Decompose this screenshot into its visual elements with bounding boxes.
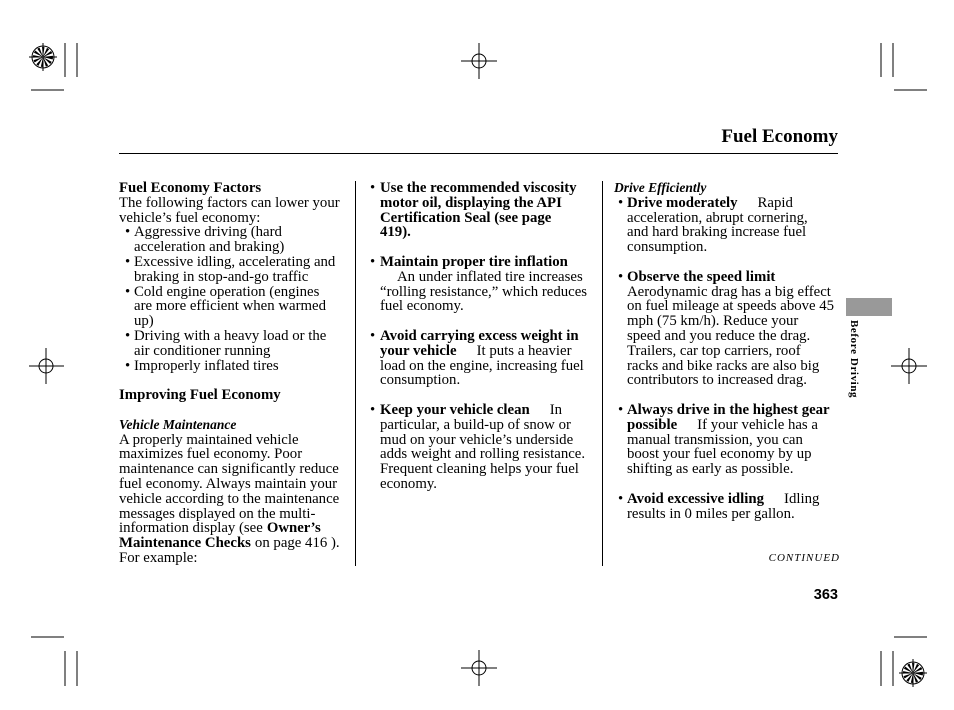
cross-reference-title: Maintenance Checks [119,535,251,552]
continued-label: CONTINUED [768,552,840,564]
tip-heading: 419). [380,224,411,241]
text-line [119,536,351,551]
text-line: load on the engine, increasing fuel [380,357,584,374]
registration-circle [472,54,486,68]
text-line: acceleration and braking) [134,239,285,256]
text-line [370,403,598,418]
text-line: Frequent cleaning helps your fuel [380,461,579,478]
text-fragment: Idling [784,490,820,507]
starburst-mark-bottom-right [899,659,927,687]
text-line: adds weight and rolling resistance. [380,446,586,463]
tip-heading: your vehicle [380,342,457,359]
registration-mark-bottom [461,650,497,686]
text-line [119,521,351,536]
registration-circle [39,359,53,373]
bullet: • [370,401,376,418]
text-line: braking in stop-and-go traffic [134,268,309,285]
tip-heading: Observe the speed limit [627,268,776,285]
section-tab-label: Before Driving [848,320,860,399]
text-line: speed and you reduce the drag. [627,327,811,344]
column-divider [355,181,356,566]
tip-item [370,403,598,492]
text-line: Trailers, car top carriers, roof [627,342,801,359]
list-item [119,285,351,329]
title-rule [119,153,838,154]
tip-heading: motor oil, displaying the API [380,194,562,211]
text-fragment: information display (see [119,520,263,537]
tip-heading: Always drive in the highest gear [627,401,830,418]
tip-item [370,255,598,314]
text-line: mud on your vehicle’s underside [380,431,574,448]
column-divider [602,181,603,566]
list-item [119,255,351,285]
text-line: economy. [380,475,437,492]
column-middle [370,181,598,492]
text-line: messages displayed on the multi- [119,505,316,522]
text-line: manual transmission, you can [627,431,803,448]
subsection-heading: Vehicle Maintenance [119,416,237,432]
text-line: air conditioner running [134,342,271,359]
text-line: fuel economy. Always maintain your [119,475,338,492]
text-fragment: on page 416 ). [254,535,340,552]
registration-circle [902,359,916,373]
text-line: An under inflated tire increases [397,268,583,285]
text-fragment: It puts a heavier [476,342,572,359]
text-line [614,492,842,507]
list-item [119,359,351,374]
tip-heading: Maintain proper tire inflation [380,253,568,270]
text-line: mph (75 km/h). Reduce your [627,313,799,330]
text-line: maximizes fuel economy. Poor [119,446,303,463]
bullet: • [370,180,376,196]
text-line [614,196,842,211]
tip-item [614,492,842,522]
registration-mark-top [461,43,497,79]
tip-item [370,181,598,240]
text-line: acceleration, abrupt cornering, [627,209,808,226]
bullet: • [618,194,624,211]
text-line: fuel economy. [380,298,464,315]
text-fragment: Rapid [757,194,793,211]
tip-heading: Drive moderately [627,194,738,211]
section-heading: Fuel Economy Factors [119,180,262,196]
text-fragment: If your vehicle has a [697,416,818,433]
text-line: particular, a build-up of snow or [380,416,571,433]
text-line: Excessive idling, accelerating and [134,253,336,270]
section-tab [846,298,892,316]
text-line: Driving with a heavy load or the [134,327,327,344]
text-line: Aerodynamic drag has a big effect [627,283,831,300]
bullet: • [370,327,376,344]
bullet: • [125,327,131,344]
registration-circle [472,661,486,675]
text-line: Improperly inflated tires [134,357,279,374]
subsection-heading: Drive Efficiently [614,180,707,195]
text-line: consumption. [627,239,708,256]
tip-item [370,329,598,388]
crop-mark-top-left [31,43,77,90]
tip-heading: Avoid carrying excess weight in [380,327,579,344]
tip-heading: Keep your vehicle clean [380,401,530,418]
text-line: Cold engine operation (engines [134,283,320,300]
text-line: racks and bike racks are also big [627,357,820,374]
page-number: 363 [813,587,838,603]
text-line: Aggressive driving (hard [134,224,282,241]
text-line: “rolling resistance,” which reduces [380,283,588,300]
text-line: boost your fuel economy by up [627,446,812,463]
text-line [614,418,842,433]
text-line: shifting as early as possible. [627,461,794,478]
bullet: • [370,253,376,270]
tip-heading: Avoid excessive idling [627,490,765,507]
page-title: Fuel Economy [721,126,838,147]
text-line: up) [134,313,154,330]
text-line: contributors to increased drag. [627,372,807,389]
tip-item [614,196,842,255]
text-line: on fuel mileage at speeds above 45 [627,298,835,315]
tip-item [614,403,842,477]
registration-mark-right [891,348,927,384]
text-line: are more efficient when warmed [134,298,326,315]
text-line: results in 0 miles per gallon. [627,505,795,522]
bullet: • [618,490,624,507]
bullet: • [618,268,624,285]
text-fragment: In [549,401,563,418]
starburst-ring [32,46,54,68]
tip-heading: possible [627,416,678,433]
crop-mark-bottom-right [881,637,927,686]
tip-heading: Certification Seal (see page [380,209,552,226]
text-line: consumption. [380,372,461,389]
list-item [119,329,351,359]
text-line: A properly maintained vehicle [119,431,299,448]
section-heading: Improving Fuel Economy [119,387,281,404]
starburst-rays [908,668,919,679]
crop-mark-bottom-left [31,637,77,686]
bullet: • [125,224,131,241]
text-line: For example: [119,549,198,566]
cross-reference-title: Owner’s [266,520,321,537]
text-line [370,344,598,359]
starburst-mark-top-left [29,43,57,71]
list-item [119,225,351,255]
crop-mark-top-right [881,43,927,90]
bullet: • [125,357,131,374]
bullet: • [125,253,131,270]
text-line: and hard braking increase fuel [627,224,807,241]
starburst-ring [902,662,924,684]
registration-mark-left [29,348,64,384]
text-line: vehicle’s fuel economy: [119,209,261,226]
bullet: • [125,283,131,300]
text-line: maintenance can significantly reduce [119,461,339,478]
column-right [614,181,842,521]
bullet: • [618,401,624,418]
text-line: The following factors can lower your [119,194,340,211]
tip-item [614,270,842,388]
starburst-rays [38,52,49,63]
text-line: vehicle according to the maintenance [119,490,340,507]
column-left [119,181,351,566]
tip-heading: Use the recommended viscosity [380,180,577,196]
